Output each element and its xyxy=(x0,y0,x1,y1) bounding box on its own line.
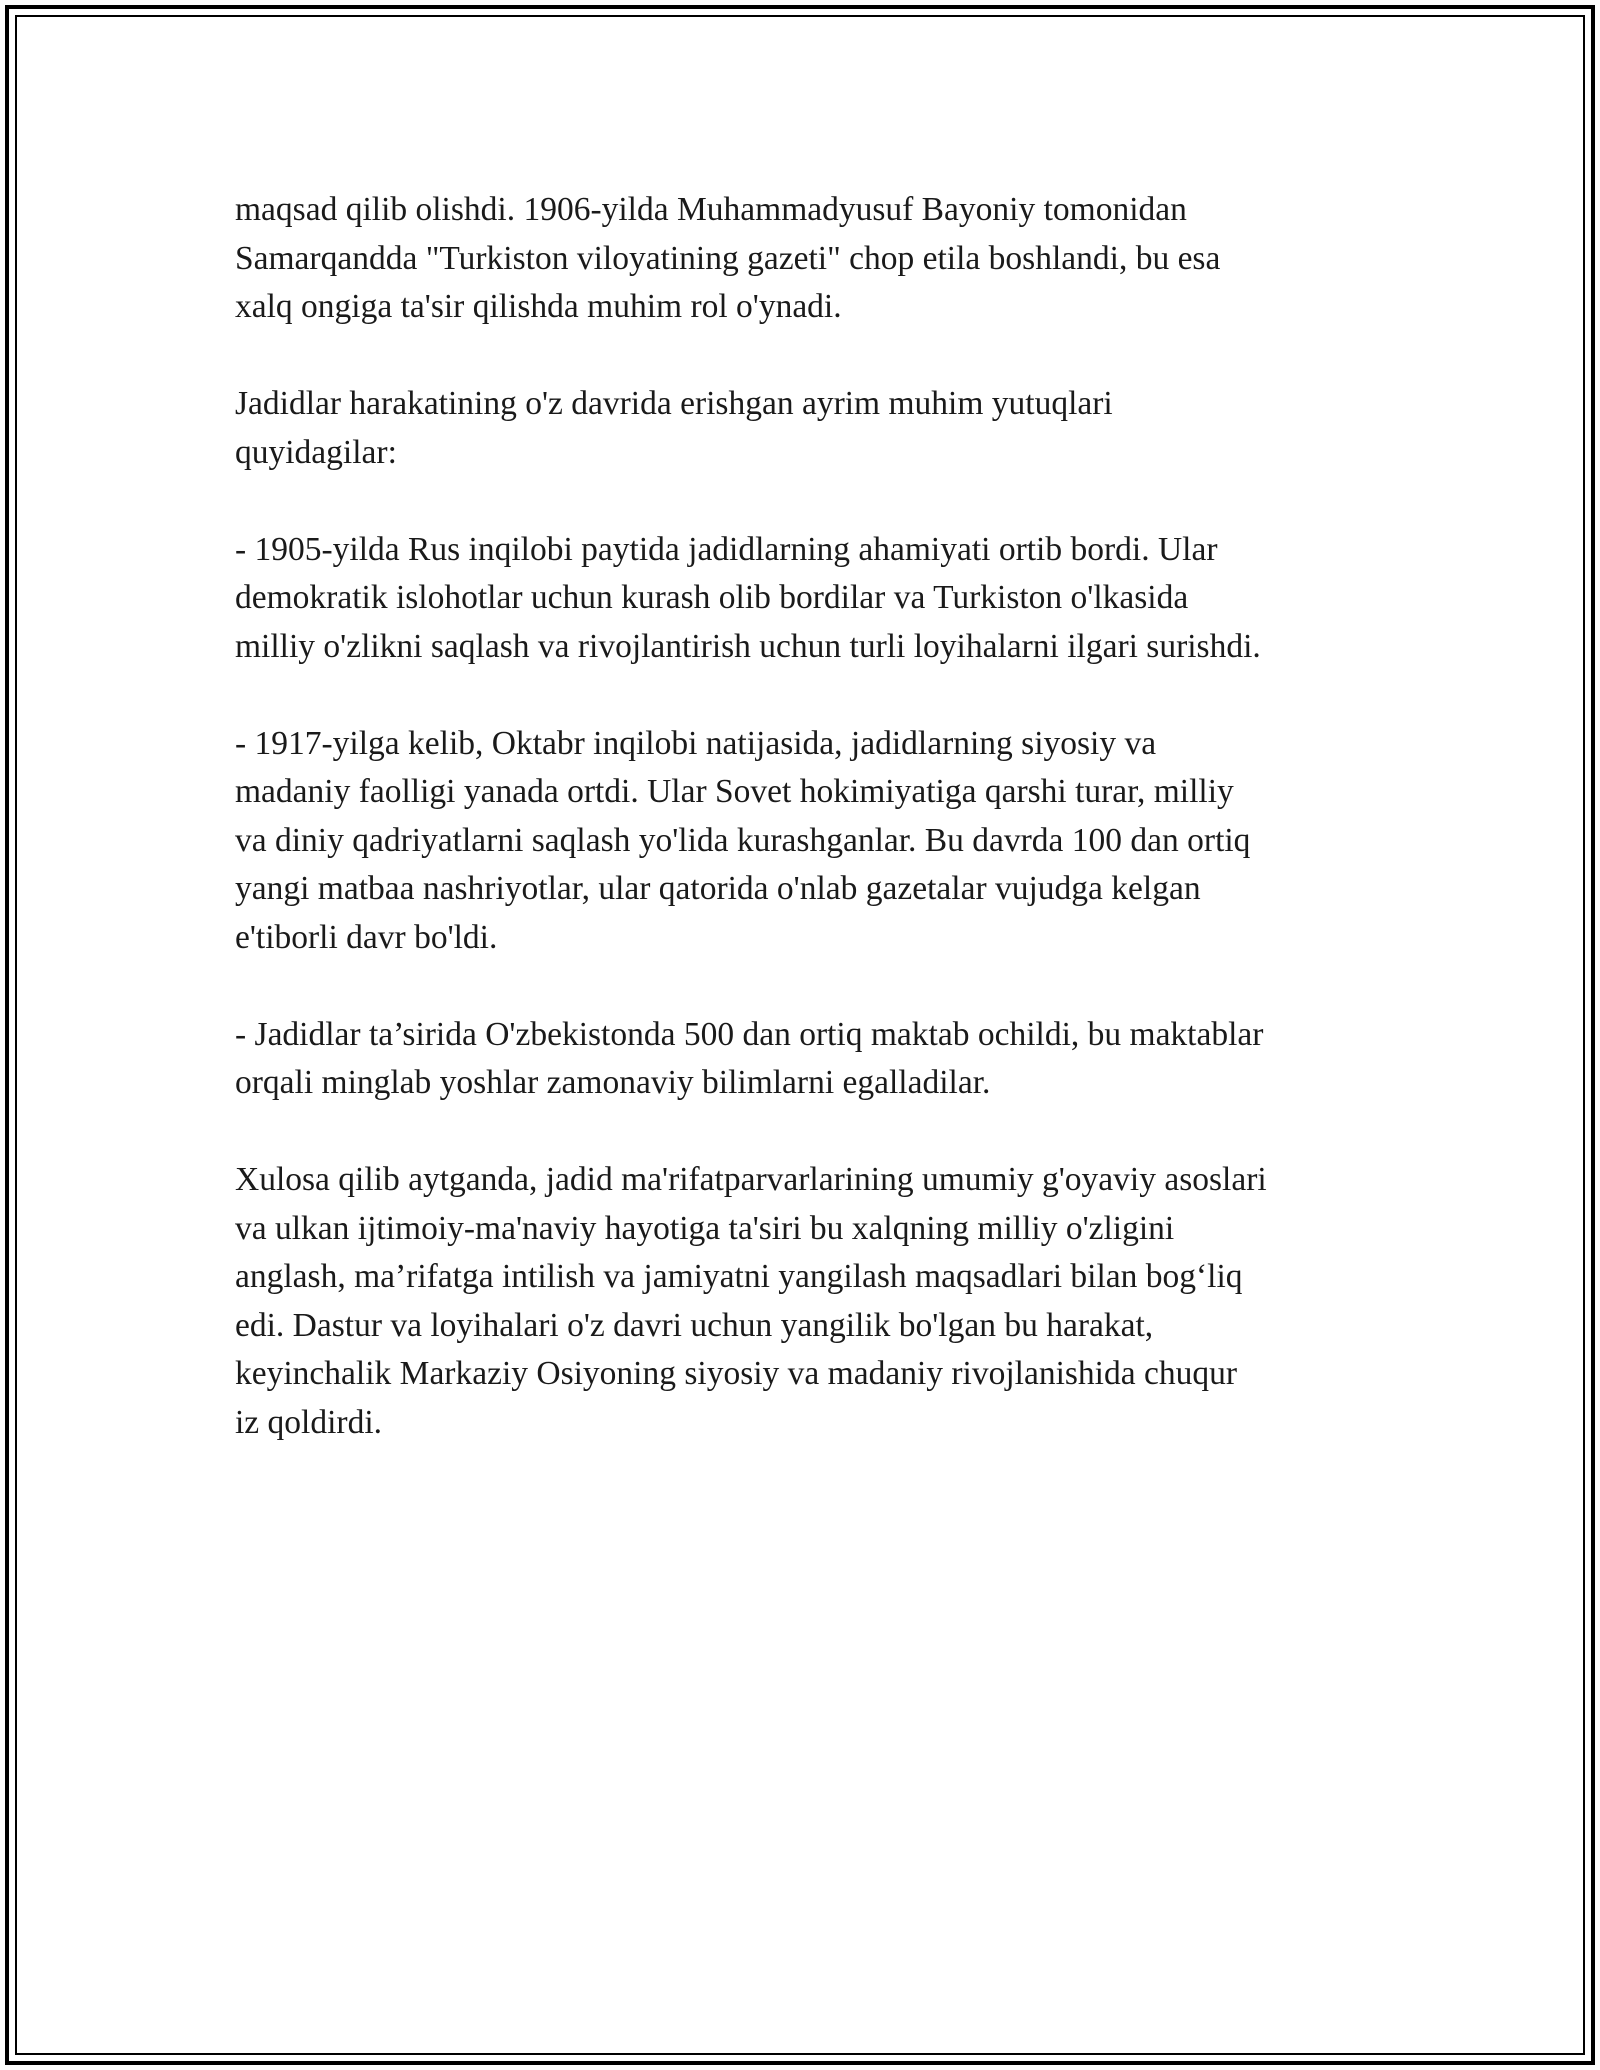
text-line: edi. Dastur va loyihalari o'z davri uchun yangilik bo'lgan bu harakat, xyxy=(235,1306,1154,1344)
text-line: orqali minglab yoshlar zamonaviy bilimlarni egalladilar. xyxy=(235,1064,991,1101)
paragraph-achievements-heading xyxy=(235,380,1385,477)
text-line: madaniy faolligi yanada ortdi. Ular Sovet hokimiyatiga qarshi turar, milliy xyxy=(235,773,1234,810)
text-line: va ulkan ijtimoiy-ma'naviy hayotiga ta'siri bu xalqning milliy o'zligini xyxy=(235,1209,1175,1247)
paragraph-intro xyxy=(235,186,1385,332)
paragraph-item-schools xyxy=(235,1011,1385,1108)
text-line: - Jadidlar ta’sirida O'zbekistonda 500 dan ortiq maktab ochildi, bu maktablar xyxy=(235,1015,1264,1053)
text-line: quyidagilar: xyxy=(235,433,397,471)
text-line: va diniy qadriyatlarni saqlash yo'lida kurashganlar. Bu davrda 100 dan ortiq xyxy=(235,821,1251,859)
text-line: - 1905-yilda Rus inqilobi paytida jadidlarning ahamiyati ortib bordi. Ular xyxy=(235,530,1218,568)
paragraph-conclusion xyxy=(235,1156,1385,1447)
document-body xyxy=(235,186,1385,1496)
paragraph-item-1905 xyxy=(235,526,1385,672)
text-line: maqsad qilib olishdi. 1906-yilda Muhammadyusuf Bayoniy tomonidan xyxy=(235,191,1187,228)
text-line: keyinchalik Markaziy Osiyoning siyosiy va madaniy rivojlanishida chuqur xyxy=(235,1355,1238,1392)
text-line: e'tiborli davr bo'ldi. xyxy=(235,918,498,956)
paragraph-item-1917 xyxy=(235,720,1385,963)
text-line: demokratik islohotlar uchun kurash olib bordilar va Turkiston o'lkasida xyxy=(235,579,1189,616)
text-line: Jadidlar harakatining o'z davrida erishgan ayrim muhim yutuqlari xyxy=(235,385,1113,422)
text-line: xalq ongiga ta'sir qilishda muhim rol o'ynadi. xyxy=(235,288,842,325)
text-line: iz qoldirdi. xyxy=(235,1403,383,1441)
text-line: Xulosa qilib aytganda, jadid ma'rifatparvarlarining umumiy g'oyaviy asoslari xyxy=(235,1161,1267,1198)
text-line: Samarqandda "Turkiston viloyatining gazeti" chop etila boshlandi, bu esa xyxy=(235,239,1221,277)
text-line: yangi matbaa nashriyotlar, ular qatorida o'nlab gazetalar vujudga kelgan xyxy=(235,870,1201,907)
text-line: milliy o'zlikni saqlash va rivojlantirish uchun turli loyihalarni ilgari surishdi. xyxy=(235,627,1261,665)
text-line: anglash, ma’rifatga intilish va jamiyatni yangilash maqsadlari bilan bog‘liq xyxy=(235,1258,1243,1295)
text-line: - 1917-yilga kelib, Oktabr inqilobi natijasida, jadidlarning siyosiy va xyxy=(235,724,1157,762)
